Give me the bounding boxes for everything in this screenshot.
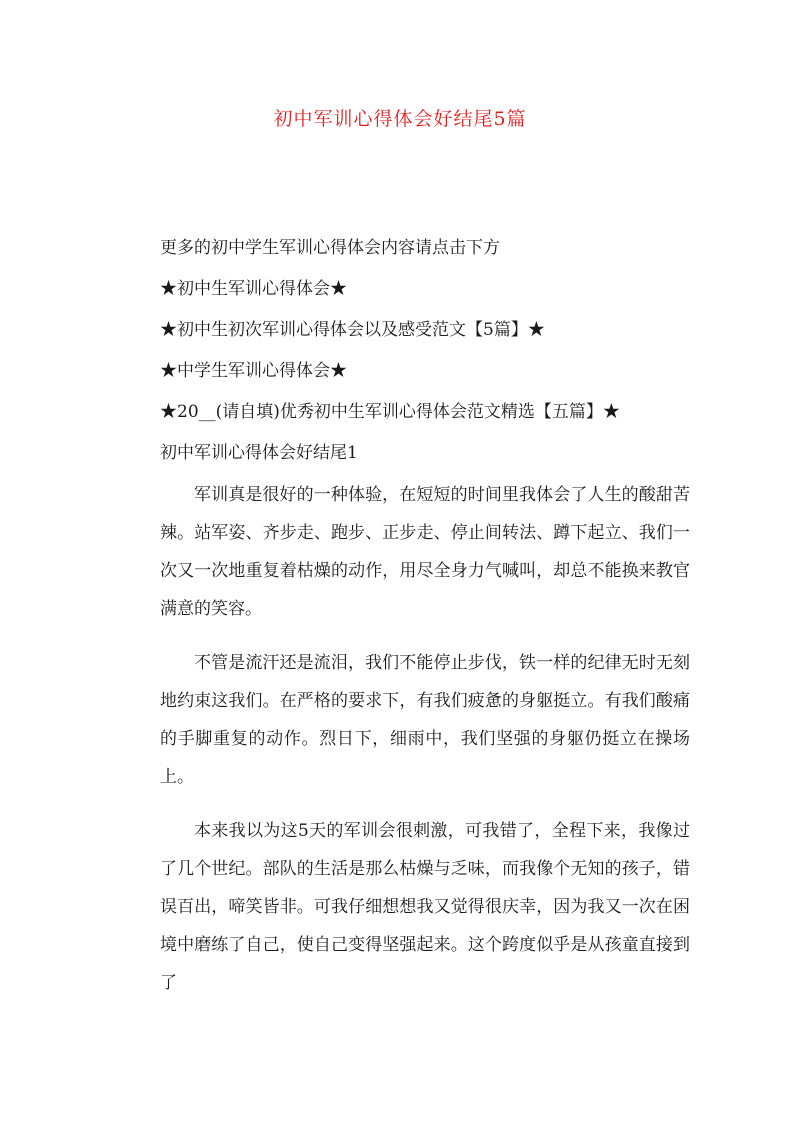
body-paragraph: 本来我以为这5天的军训会很刺激，可我错了，全程下来，我像过了几个世纪。部队的生活是那么枯燥与乏味，而我像个无知的孩子，错误百出，啼笑皆非。可我仔细想想我又觉得很庆幸，因为我又一次在困境中磨练了自己，使自己变得坚强起来。这个跨度似乎是从孩童直接到了 xyxy=(160,821,690,993)
related-link[interactable]: ★初中生初次军训心得体会以及感受范文【5篇】★ xyxy=(160,320,545,340)
body-paragraph: 军训真是很好的一种体验，在短短的时间里我体会了人生的酸甜苦辣。站军姿、齐步走、跑步、正步走、停止间转法、蹲下起立、我们一次又一次地重复着枯燥的动作，用尽全身力气喊叫，却总不能换来教官满意的笑容。 xyxy=(160,485,690,619)
body-paragraph: 不管是流汗还是流泪，我们不能停止步伐，铁一样的纪律无时无刻地约束这我们。在严格的要求下，有我们疲惫的身躯挺立。有我们酸痛的手脚重复的动作。烈日下，细雨中，我们坚强的身躯仍挺立在操场上。 xyxy=(160,653,690,787)
document-body xyxy=(160,228,690,1002)
related-link[interactable]: ★20__(请自填)优秀初中生军训心得体会范文精选【五篇】★ xyxy=(160,402,620,422)
related-link[interactable]: ★初中生军训心得体会★ xyxy=(160,279,347,299)
section-heading: 初中军训心得体会好结尾1 xyxy=(160,443,358,463)
related-link[interactable]: ★中学生军训心得体会★ xyxy=(160,361,347,381)
intro-text: 更多的初中学生军训心得体会内容请点击下方 xyxy=(160,238,500,258)
document-title: 初中军训心得体会好结尾5篇 xyxy=(273,108,527,130)
